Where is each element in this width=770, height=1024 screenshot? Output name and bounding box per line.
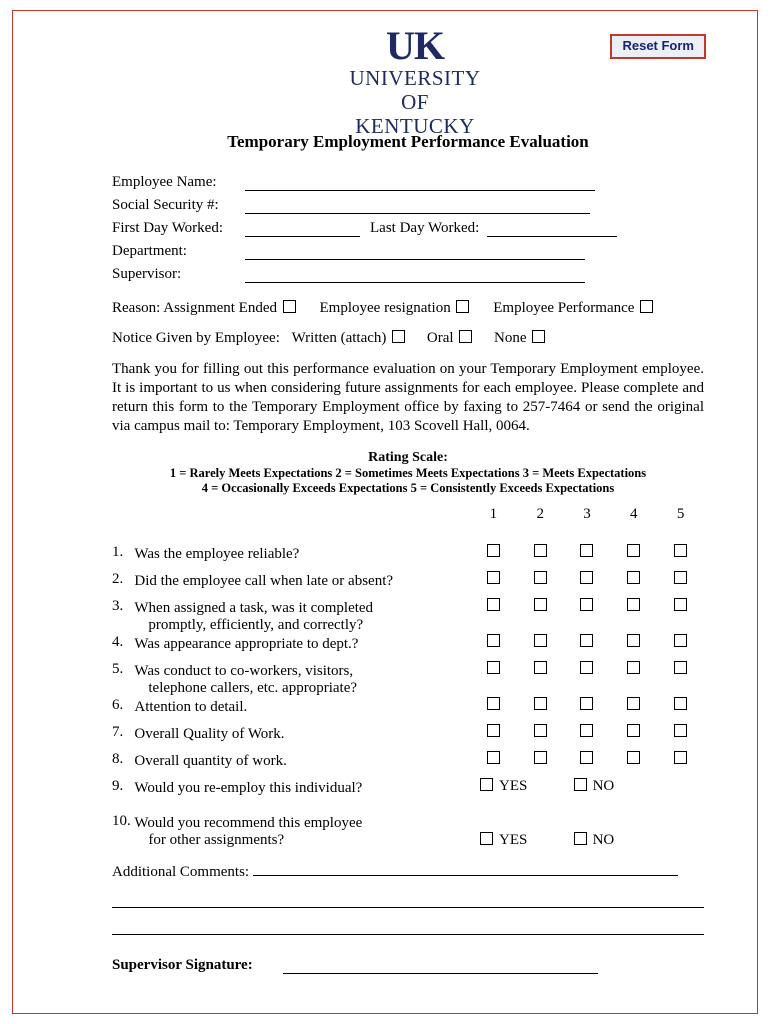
checkbox-q7-4[interactable] (627, 724, 640, 737)
question-6-text: Attention to detail. (134, 699, 248, 715)
checkbox-q10-no[interactable] (574, 832, 587, 845)
rating-scale-heading: Rating Scale: (368, 450, 448, 465)
checkbox-notice-oral[interactable] (459, 330, 472, 343)
comments-first-line-row (112, 861, 704, 881)
reason-option-employee-resignation (320, 300, 476, 316)
field-label-department: Department: (112, 243, 187, 259)
table-row (112, 813, 704, 849)
notice-option-oral-label: Oral (426, 330, 454, 346)
field-label-employee-name: Employee Name: (112, 174, 217, 190)
checkbox-q2-4[interactable] (627, 571, 640, 584)
reason-option-employee-performance-label: Employee Performance (493, 300, 635, 316)
checkbox-q3-5[interactable] (674, 598, 687, 611)
checkbox-q10-yes[interactable] (480, 832, 493, 845)
checkbox-q1-5[interactable] (674, 544, 687, 557)
checkbox-notice-none[interactable] (532, 330, 545, 343)
question-7-number: 7. (112, 724, 124, 740)
question-9-no-label: NO (592, 778, 615, 794)
comments-input-line-2[interactable] (112, 890, 704, 908)
checkbox-q2-1[interactable] (487, 571, 500, 584)
checkbox-q5-4[interactable] (627, 661, 640, 674)
checkbox-q8-5[interactable] (674, 751, 687, 764)
question-5-number: 5. (112, 661, 124, 677)
question-6-number: 6. (112, 697, 124, 713)
question-2-text: Did the employee call when late or absent? (134, 573, 394, 589)
checkbox-q2-5[interactable] (674, 571, 687, 584)
checkbox-q1-4[interactable] (627, 544, 640, 557)
instructions-paragraph: Thank you for filling out this performance evaluation on your Temporary Employment employee. It is important to us when considering future assignments for each employee. Please complete and return this form to the Temporary Employment office by faxing to 257-7464 or send the original via campus mail to: Temporary Employment, 103 Scovell Hall, 0064. (112, 361, 704, 434)
table-row (112, 724, 704, 751)
notice-label: Notice Given by Employee: (112, 330, 280, 346)
notice-option-oral (427, 330, 478, 346)
checkbox-q3-1[interactable] (487, 598, 500, 611)
checkbox-q7-1[interactable] (487, 724, 500, 737)
checkbox-q9-yes[interactable] (480, 778, 493, 791)
question-10-text-line2: for other assignments? (148, 832, 285, 848)
form-content (112, 23, 704, 974)
input-supervisor[interactable] (245, 267, 585, 283)
checkbox-q7-3[interactable] (580, 724, 593, 737)
field-employee-name (112, 168, 704, 191)
comments-input-line-3[interactable] (112, 917, 704, 935)
checkbox-q3-4[interactable] (627, 598, 640, 611)
checkbox-q4-2[interactable] (534, 634, 547, 647)
rating-column-headers (112, 506, 704, 534)
input-department[interactable] (245, 244, 585, 260)
question-9-number: 9. (112, 778, 124, 794)
input-first-day-worked[interactable] (245, 221, 360, 237)
field-label-first-day: First Day Worked: (112, 220, 224, 236)
uk-logo (340, 23, 490, 138)
checkbox-notice-written[interactable] (392, 330, 405, 343)
checkbox-q5-5[interactable] (674, 661, 687, 674)
question-5-text-line2: telephone callers, etc. appropriate? (148, 680, 358, 696)
checkbox-q6-1[interactable] (487, 697, 500, 710)
checkbox-q6-5[interactable] (674, 697, 687, 710)
question-8-text: Overall quantity of work. (134, 753, 287, 769)
question-7-text: Overall Quality of Work. (134, 726, 285, 742)
table-row (112, 661, 704, 697)
checkbox-q1-2[interactable] (534, 544, 547, 557)
question-9-yes-label: YES (499, 778, 528, 794)
reason-row (112, 300, 704, 317)
checkbox-q6-2[interactable] (534, 697, 547, 710)
questions-table (112, 506, 704, 849)
reason-option-assignment-ended (163, 300, 301, 316)
column-header-3: 3 (583, 506, 591, 522)
additional-comments-block (112, 861, 704, 935)
checkbox-employee-resignation[interactable] (456, 300, 469, 313)
reason-label: Reason: (112, 300, 161, 316)
rating-scale-line1: 1 = Rarely Meets Expectations 2 = Sometimes Meets Expectations 3 = Meets Expectations (169, 466, 647, 480)
question-8-number: 8. (112, 751, 124, 767)
notice-row (112, 330, 704, 347)
checkbox-q2-2[interactable] (534, 571, 547, 584)
question-4-number: 4. (112, 634, 124, 650)
field-label-supervisor: Supervisor: (112, 266, 182, 282)
checkbox-q4-4[interactable] (627, 634, 640, 647)
checkbox-q4-1[interactable] (487, 634, 500, 647)
checkbox-q5-2[interactable] (534, 661, 547, 674)
table-row (112, 598, 704, 634)
checkbox-q3-2[interactable] (534, 598, 547, 611)
reason-option-employee-resignation-label: Employee resignation (319, 300, 451, 316)
question-1-number: 1. (112, 544, 124, 560)
signature-row (112, 957, 704, 974)
uk-logo-line2: OF KENTUCKY (355, 90, 475, 138)
question-1-text: Was the employee reliable? (134, 546, 300, 562)
field-department (112, 237, 704, 260)
field-label-last-day: Last Day Worked: (370, 220, 480, 236)
field-label-ssn: Social Security #: (112, 197, 219, 213)
input-employee-name[interactable] (245, 175, 595, 191)
checkbox-q6-3[interactable] (580, 697, 593, 710)
column-header-1: 1 (489, 506, 498, 522)
notice-option-none-label: None (494, 330, 527, 346)
question-10-no-label: NO (592, 832, 615, 848)
reason-option-employee-performance (493, 300, 655, 316)
notice-option-written (292, 330, 411, 346)
checkbox-q9-no[interactable] (574, 778, 587, 791)
table-row (112, 778, 704, 805)
checkbox-q4-5[interactable] (674, 634, 687, 647)
notice-option-written-label: Written (attach) (291, 330, 387, 346)
checkbox-q2-3[interactable] (580, 571, 593, 584)
checkbox-q5-3[interactable] (580, 661, 593, 674)
field-supervisor (112, 260, 704, 283)
checkbox-assignment-ended[interactable] (283, 300, 296, 313)
question-10-number: 10. (112, 813, 131, 829)
checkbox-q7-5[interactable] (674, 724, 687, 737)
checkbox-q3-3[interactable] (580, 598, 593, 611)
question-3-text-line2: promptly, efficiently, and correctly? (148, 617, 364, 633)
field-first-day-worked (112, 214, 704, 237)
uk-logo-mark: UK (386, 23, 444, 68)
checkbox-q6-4[interactable] (627, 697, 640, 710)
uk-logo-line1: UNIVERSITY (349, 66, 481, 90)
question-3-text: When assigned a task, was it completed (134, 600, 374, 616)
checkbox-q8-1[interactable] (487, 751, 500, 764)
table-row (112, 697, 704, 724)
question-9-text: Would you re-employ this individual? (134, 780, 363, 796)
question-2-number: 2. (112, 571, 124, 587)
question-3-number: 3. (112, 598, 124, 614)
checkbox-q4-3[interactable] (580, 634, 593, 647)
checkbox-q8-4[interactable] (627, 751, 640, 764)
comments-input-line-1[interactable] (253, 861, 678, 876)
checkbox-q5-1[interactable] (487, 661, 500, 674)
question-10-text: Would you recommend this employee (134, 815, 363, 831)
question-5-text: Was conduct to co-workers, visitors, (134, 663, 354, 679)
form-header (112, 23, 704, 138)
question-4-text: Was appearance appropriate to dept.? (134, 636, 359, 652)
reset-form-button[interactable]: Reset Form (610, 34, 706, 59)
checkbox-q1-1[interactable] (487, 544, 500, 557)
rating-scale-line2: 4 = Occasionally Exceeds Expectations 5 = Consistently Exceeds Expectations (201, 481, 615, 495)
column-header-5: 5 (676, 506, 685, 522)
column-header-2: 2 (536, 506, 544, 522)
input-supervisor-signature[interactable] (283, 958, 598, 974)
checkbox-q7-2[interactable] (534, 724, 547, 737)
table-row (112, 544, 704, 571)
table-row (112, 634, 704, 661)
question-10-yes-label: YES (499, 832, 528, 848)
checkbox-q1-3[interactable] (580, 544, 593, 557)
table-row (112, 751, 704, 778)
notice-option-none (494, 330, 547, 346)
field-ssn (112, 191, 704, 214)
checkbox-q8-3[interactable] (580, 751, 593, 764)
page-title: Temporary Employment Performance Evaluation (227, 132, 589, 151)
checkbox-employee-performance[interactable] (640, 300, 653, 313)
reason-option-assignment-ended-label: Assignment Ended (163, 300, 278, 316)
comments-label: Additional Comments: (112, 864, 250, 880)
checkbox-q8-2[interactable] (534, 751, 547, 764)
column-header-4: 4 (630, 506, 638, 522)
input-last-day-worked[interactable] (487, 221, 617, 237)
input-ssn[interactable] (245, 198, 590, 214)
table-row (112, 571, 704, 598)
signature-label: Supervisor Signature: (112, 957, 253, 973)
